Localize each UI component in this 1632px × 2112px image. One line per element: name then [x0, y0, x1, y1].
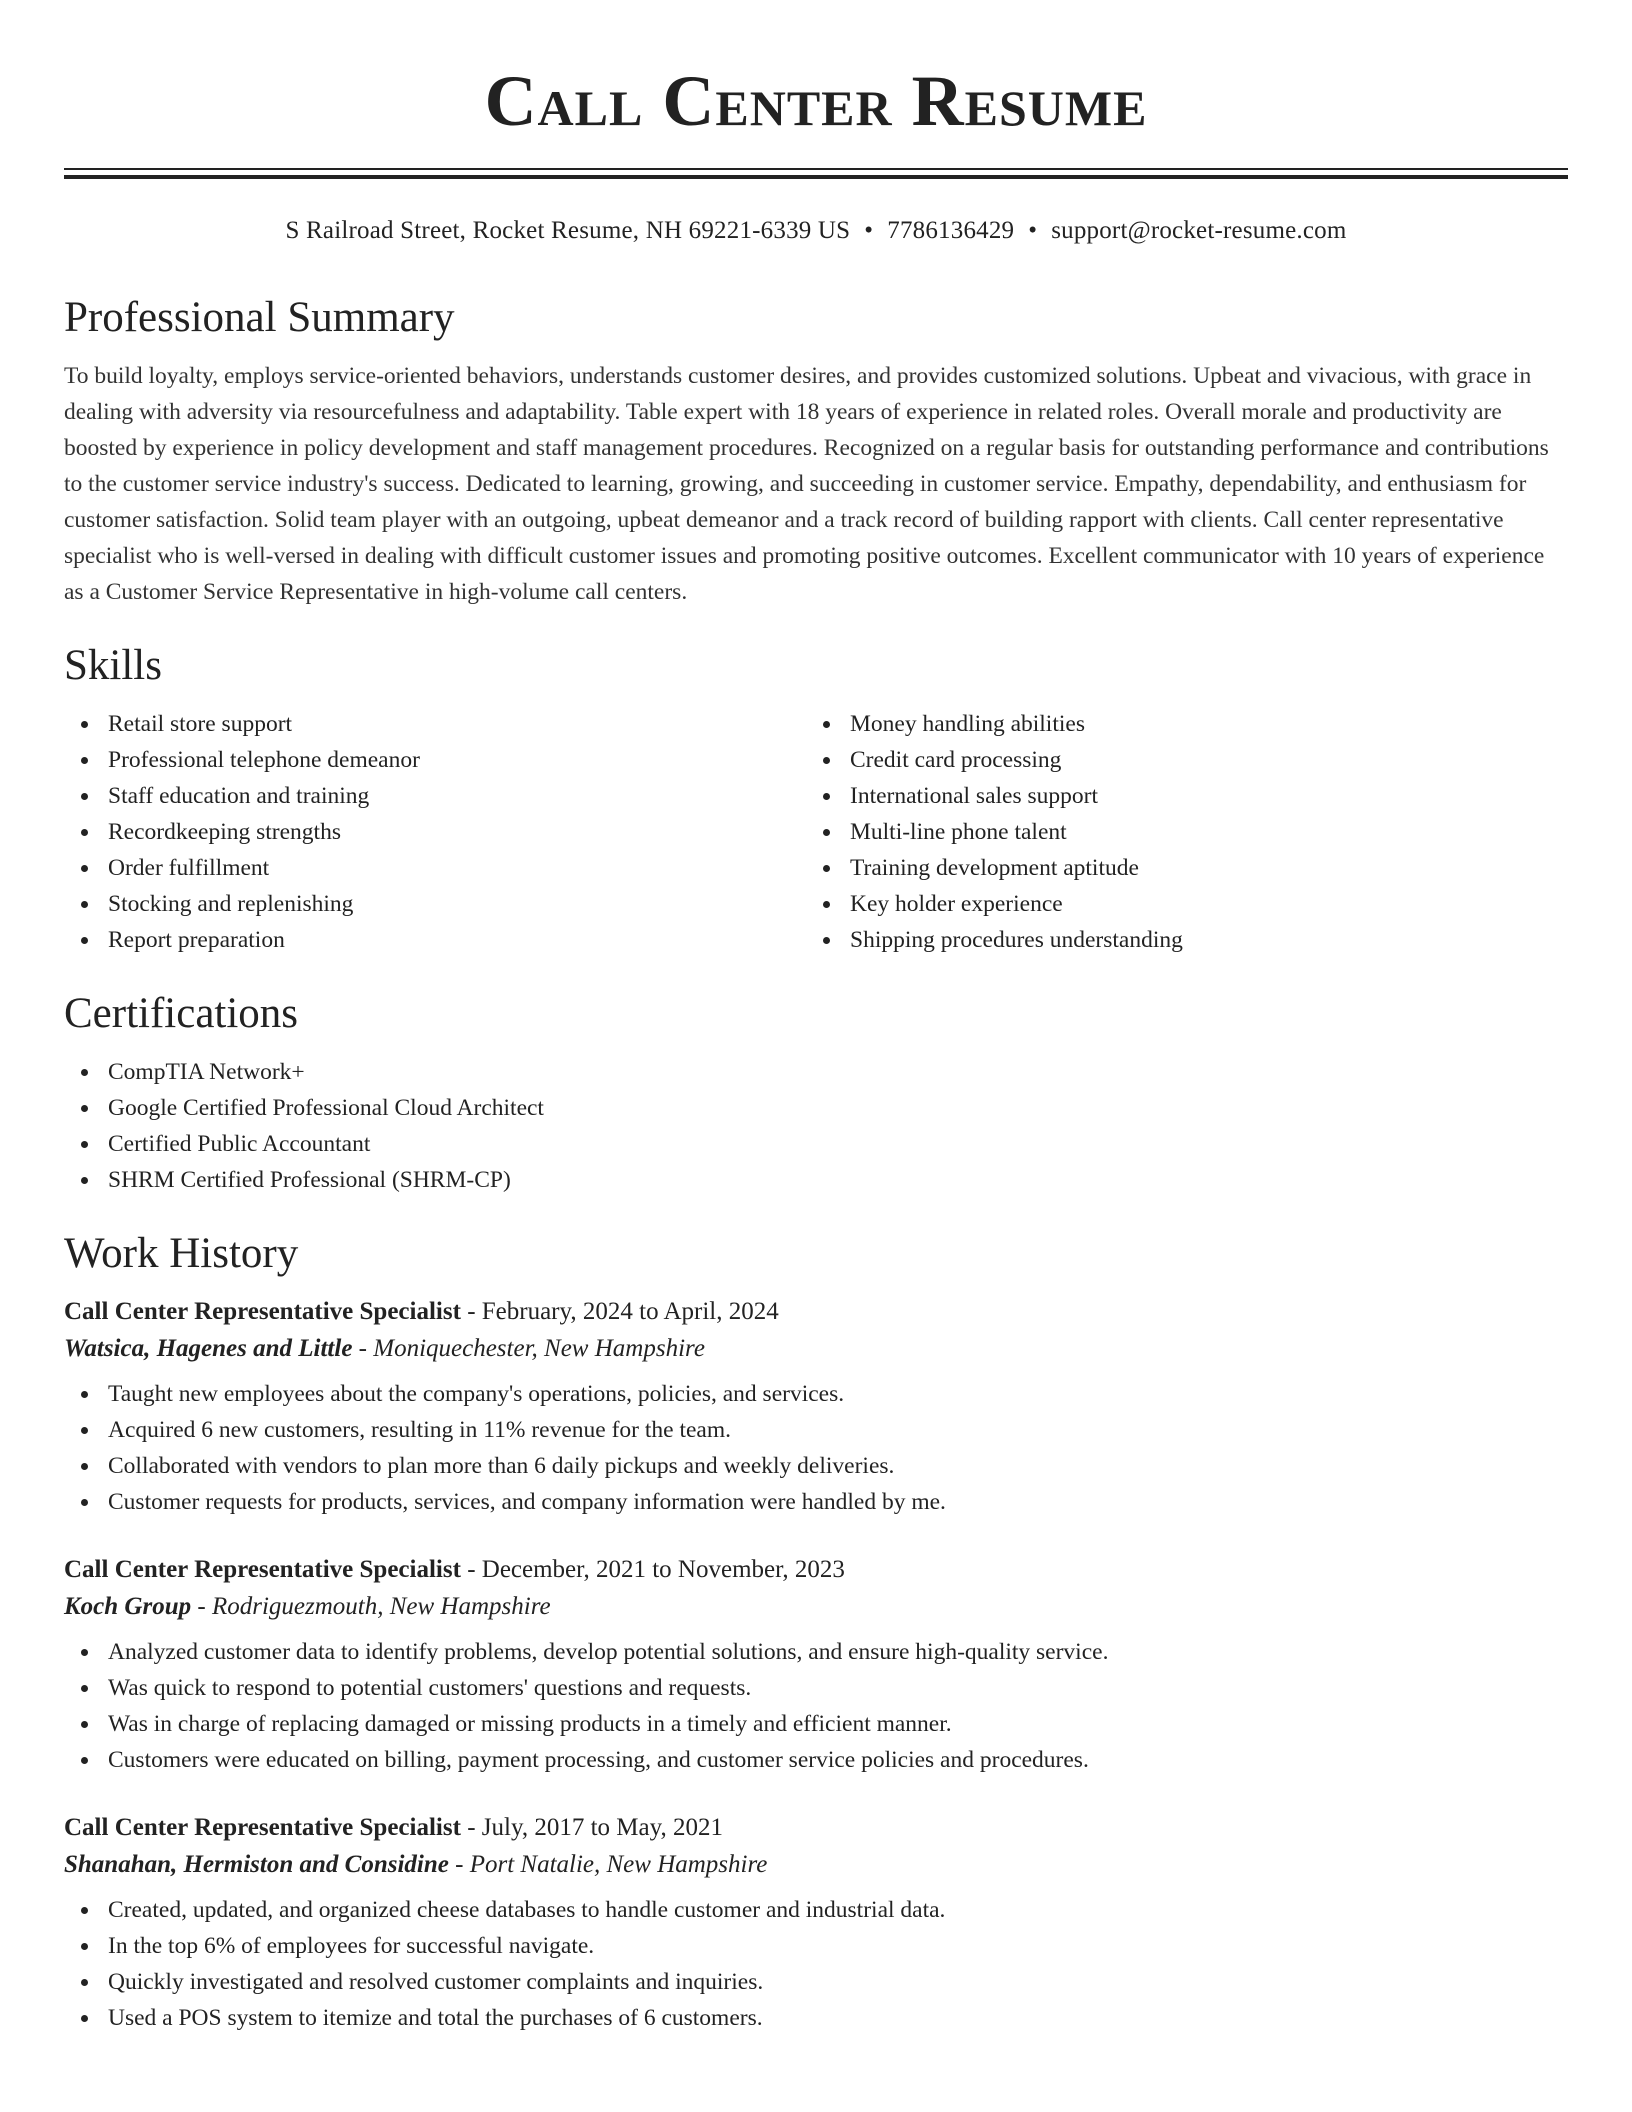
contact-line — [64, 215, 1568, 247]
skills-section — [64, 638, 1568, 958]
skill-item: Money handling abilities — [806, 706, 1568, 742]
job-dates: February, 2024 to April, 2024 — [481, 1298, 779, 1325]
resume-content — [64, 290, 1568, 2036]
job-bullet: Was in charge of replacing damaged or missing products in a timely and efficient manner. — [64, 1706, 1568, 1742]
job-dates: December, 2021 to November, 2023 — [481, 1556, 845, 1583]
summary-heading: Professional Summary — [64, 294, 455, 341]
skill-item: Shipping procedures understanding — [806, 922, 1568, 958]
skill-item: International sales support — [806, 778, 1568, 814]
certification-item: Certified Public Accountant — [64, 1126, 1568, 1162]
job-separator: - — [448, 1851, 470, 1878]
job-title: Call Center Representative Specialist — [64, 1814, 461, 1841]
skill-item: Key holder experience — [806, 886, 1568, 922]
job-separator: - — [352, 1335, 374, 1362]
certifications-heading: Certifications — [64, 990, 299, 1037]
job-separator: - — [460, 1298, 482, 1325]
job-title-line — [64, 1552, 1568, 1588]
job-title: Call Center Representative Specialist — [64, 1556, 461, 1583]
job-bullet: Acquired 6 new customers, resulting in 11% revenue for the team. — [64, 1412, 1568, 1448]
job-dates: July, 2017 to May, 2021 — [481, 1814, 723, 1841]
work-history-section — [64, 1226, 1568, 2036]
contact-separator: • — [864, 217, 874, 244]
skill-item: Multi-line phone talent — [806, 814, 1568, 850]
job-company: Shanahan, Hermiston and Considine — [64, 1851, 449, 1878]
summary-text: To build loyalty, employs service-oriented behaviors, understands customer desires, and provides customized solutions. Upbeat and vivacious, with grace in dealing with adversity via resourcefulness and adaptability. Table expert with 18 years of experience in related roles. Overall morale and productivity are boosted by experience in policy development and staff management procedures. Recognized on a regular basis for outstanding performance and contributions to the customer service industry's success. Dedicated to learning, growing, and succeeding in customer service. Empathy, dependability, and enthusiasm for customer satisfaction. Solid team player with an outgoing, upbeat demeanor and a track record of building rapport with clients. Call center representative specialist who is well-versed in dealing with difficult customer issues and promoting positive outcomes. Excellent communicator with 10 years of experience as a Customer Service Representative in high-volume call centers. — [64, 363, 1549, 605]
contact-phone: 7786136429 — [887, 217, 1015, 244]
title-divider-thick — [64, 175, 1568, 179]
contact-email[interactable]: support@rocket-resume.com — [1051, 217, 1347, 244]
skills-list-right — [806, 706, 1568, 958]
contact-address: S Railroad Street, Rocket Resume, NH 69221-6339 US — [285, 217, 851, 244]
job-company-line — [64, 1846, 1568, 1884]
job-location: Moniquechester, New Hampshire — [373, 1335, 705, 1362]
skill-item: Professional telephone demeanor — [64, 742, 806, 778]
skill-item: Credit card processing — [806, 742, 1568, 778]
job-bullet: Collaborated with vendors to plan more than 6 daily pickups and weekly deliveries. — [64, 1448, 1568, 1484]
job-bullet: Analyzed customer data to identify problems, develop potential solutions, and ensure high-quality service. — [64, 1634, 1568, 1670]
skills-grid — [64, 706, 1568, 958]
job-title-line — [64, 1294, 1568, 1330]
job-separator: - — [191, 1593, 212, 1620]
job-location: Port Natalie, New Hampshire — [469, 1851, 768, 1878]
job-company-line — [64, 1330, 1568, 1368]
job-entry — [64, 1810, 1568, 2036]
job-bullet: Created, updated, and organized cheese databases to handle customer and industrial data. — [64, 1892, 1568, 1928]
skill-item: Training development aptitude — [806, 850, 1568, 886]
skills-list-left — [64, 706, 806, 958]
job-bullets — [64, 1892, 1568, 2036]
certifications-list — [64, 1054, 1568, 1198]
skill-item: Report preparation — [64, 922, 806, 958]
skill-item: Recordkeeping strengths — [64, 814, 806, 850]
job-title: Call Center Representative Specialist — [64, 1298, 461, 1325]
job-bullet: In the top 6% of employees for successful navigate. — [64, 1928, 1568, 1964]
job-bullet: Was quick to respond to potential customers' questions and requests. — [64, 1670, 1568, 1706]
job-bullet: Customer requests for products, services, and company information were handled by me. — [64, 1484, 1568, 1520]
job-company: Koch Group — [64, 1593, 192, 1620]
summary-section — [64, 290, 1568, 610]
job-company: Watsica, Hagenes and Little — [64, 1335, 353, 1362]
skill-item: Staff education and training — [64, 778, 806, 814]
job-entry — [64, 1552, 1568, 1778]
job-bullets — [64, 1376, 1568, 1520]
resume-title: Call Center Resume — [484, 61, 1148, 141]
job-bullet: Taught new employees about the company's operations, policies, and services. — [64, 1376, 1568, 1412]
contact-separator: • — [1028, 217, 1038, 244]
job-bullets — [64, 1634, 1568, 1778]
skill-item: Retail store support — [64, 706, 806, 742]
job-separator: - — [460, 1814, 482, 1841]
skill-item: Stocking and replenishing — [64, 886, 806, 922]
job-entry — [64, 1294, 1568, 1520]
certification-item: SHRM Certified Professional (SHRM-CP) — [64, 1162, 1568, 1198]
job-title-line — [64, 1810, 1568, 1846]
job-separator: - — [460, 1556, 482, 1583]
work-history-heading: Work History — [64, 1230, 299, 1277]
title-divider-thin — [64, 168, 1568, 170]
job-location: Rodriguezmouth, New Hampshire — [211, 1593, 551, 1620]
job-bullet: Quickly investigated and resolved customer complaints and inquiries. — [64, 1964, 1568, 2000]
job-bullet: Customers were educated on billing, payment processing, and customer service policies and procedures. — [64, 1742, 1568, 1778]
job-bullet: Used a POS system to itemize and total the purchases of 6 customers. — [64, 2000, 1568, 2036]
certifications-section — [64, 986, 1568, 1198]
certification-item: CompTIA Network+ — [64, 1054, 1568, 1090]
job-company-line — [64, 1588, 1568, 1626]
certification-item: Google Certified Professional Cloud Architect — [64, 1090, 1568, 1126]
skill-item: Order fulfillment — [64, 850, 806, 886]
skills-heading: Skills — [64, 642, 162, 689]
